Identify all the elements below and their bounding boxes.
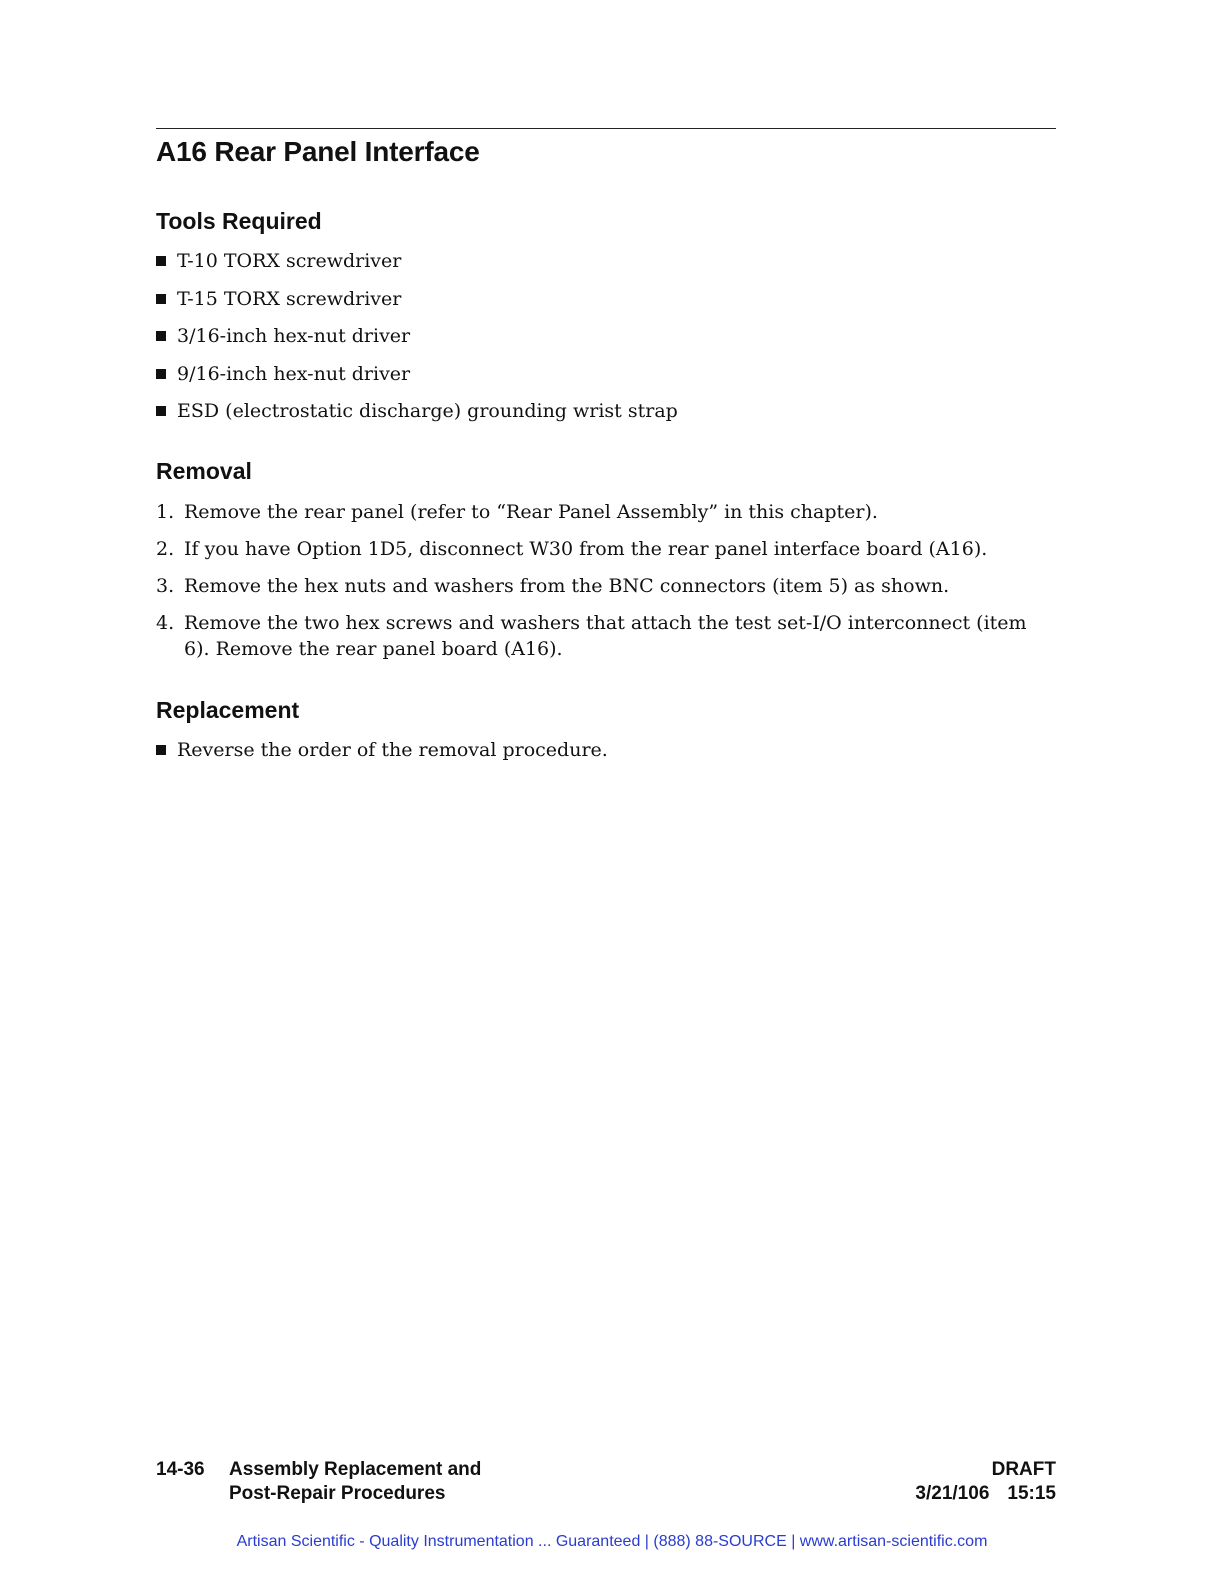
square-bullet-icon bbox=[156, 406, 166, 416]
list-item bbox=[156, 536, 1056, 562]
list-item bbox=[156, 738, 1056, 762]
tool-item-text: T-15 TORX screwdriver bbox=[177, 287, 402, 310]
removal-heading: Removal bbox=[156, 458, 252, 484]
footer-page-number: 14-36 bbox=[156, 1459, 205, 1480]
step-number: 1. bbox=[156, 501, 175, 523]
footer-section-name bbox=[229, 1458, 481, 1506]
footer-left bbox=[156, 1458, 481, 1506]
list-item bbox=[156, 610, 1056, 662]
square-bullet-icon bbox=[156, 745, 166, 755]
replacement-list bbox=[156, 738, 1056, 762]
page-title: A16 Rear Panel Interface bbox=[156, 136, 480, 167]
square-bullet-icon bbox=[156, 369, 166, 379]
footer-status: DRAFT bbox=[991, 1459, 1056, 1480]
step-text: If you have Option 1D5, disconnect W30 from the rear panel interface board (A16). bbox=[184, 538, 988, 560]
list-item bbox=[156, 573, 1056, 599]
list-item bbox=[156, 324, 1056, 348]
footer-section-line1: Assembly Replacement and bbox=[229, 1459, 482, 1480]
square-bullet-icon bbox=[156, 256, 166, 266]
replacement-item-text: Reverse the order of the removal procedure. bbox=[177, 739, 608, 761]
removal-section bbox=[156, 457, 1056, 662]
step-text: Remove the rear panel (refer to “Rear Panel Assembly” in this chapter). bbox=[184, 501, 878, 523]
footer-right bbox=[915, 1458, 1056, 1506]
tools-section bbox=[156, 207, 1056, 423]
step-text: Remove the two hex screws and washers that attach the test set-I/O interconnect (item 6). Remove the rear panel board (A16). bbox=[184, 612, 1027, 660]
page-content bbox=[156, 128, 1056, 776]
tool-item-text: 3/16-inch hex-nut driver bbox=[177, 325, 411, 347]
title-rule bbox=[156, 128, 1056, 129]
step-number: 2. bbox=[156, 538, 175, 560]
footer-time: 15:15 bbox=[1007, 1483, 1056, 1504]
footer-datetime bbox=[915, 1482, 1056, 1506]
list-item bbox=[156, 249, 1056, 273]
list-item bbox=[156, 362, 1056, 386]
list-item bbox=[156, 399, 1056, 423]
replacement-section bbox=[156, 696, 1056, 762]
step-text: Remove the hex nuts and washers from the BNC connectors (item 5) as shown. bbox=[184, 575, 950, 597]
list-item bbox=[156, 287, 1056, 311]
footer-date: 3/21/106 bbox=[915, 1483, 990, 1504]
tool-item-text: ESD (electrostatic discharge) grounding wrist strap bbox=[177, 400, 678, 422]
vendor-banner: Artisan Scientific - Quality Instrumentation ... Guaranteed | (888) 88-SOURCE | www.artisan-scientific.com bbox=[236, 1533, 988, 1550]
list-item bbox=[156, 499, 1056, 525]
tools-heading: Tools Required bbox=[156, 208, 322, 234]
replacement-heading: Replacement bbox=[156, 697, 300, 723]
square-bullet-icon bbox=[156, 331, 166, 341]
removal-steps bbox=[156, 499, 1056, 662]
tool-item-text: 9/16-inch hex-nut driver bbox=[177, 362, 411, 385]
step-number: 4. bbox=[156, 612, 175, 634]
square-bullet-icon bbox=[156, 294, 166, 304]
tools-list bbox=[156, 249, 1056, 423]
tool-item-text: T-10 TORX screwdriver bbox=[177, 250, 402, 272]
footer-section-line2: Post-Repair Procedures bbox=[229, 1483, 446, 1504]
step-number: 3. bbox=[156, 575, 175, 597]
